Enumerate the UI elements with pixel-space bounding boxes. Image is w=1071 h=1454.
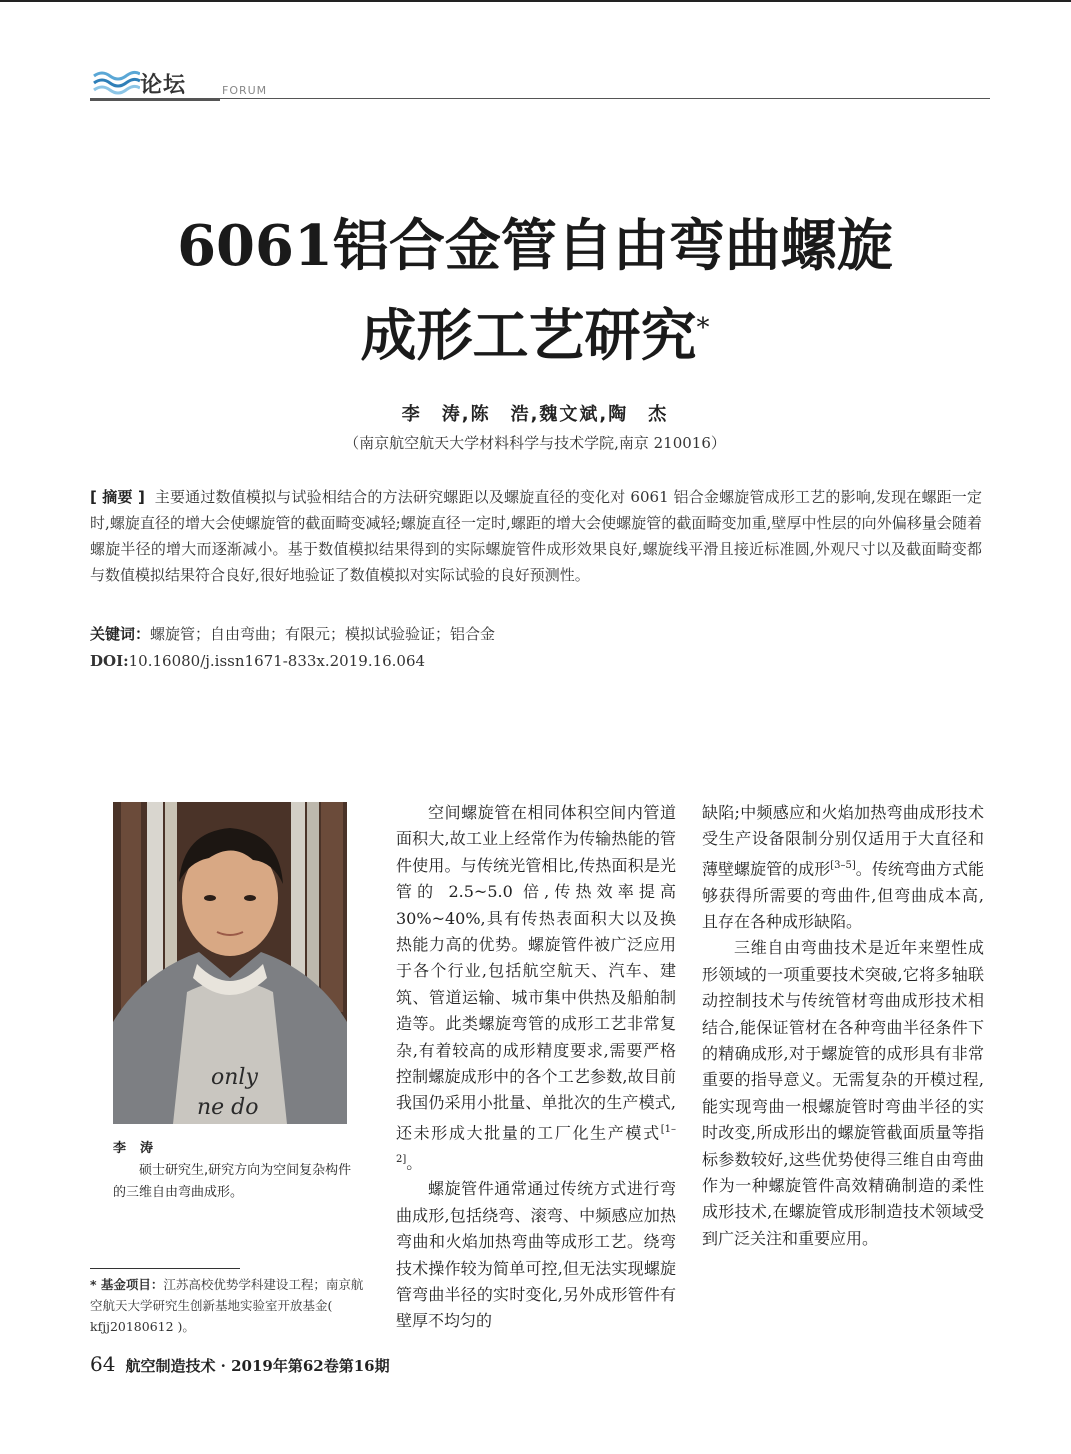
doi — [90, 648, 425, 674]
footnote-text: 江苏高校优势学科建设工程；南京航空航天大学研究生创新基地实验室开放基金( kfjj20180612 )。 — [90, 1277, 364, 1334]
abstract-label: [ 摘要 ] — [90, 488, 145, 506]
journal-issue: 航空制造技术 · 2019年第62卷第16期 — [125, 1357, 390, 1375]
citation: [3–5] — [830, 859, 856, 871]
doi-label: DOI: — [90, 652, 129, 670]
body-paragraph: 螺旋管件通常通过传统方式进行弯曲成形,包括绕弯、滚弯、中频感应加热弯曲和火焰加热弯曲等成形工艺。绕弯技术操作较为简单可控,但无法实现螺旋管弯曲半径的实时变化,另外成形管件有壁厚不均匀的 — [396, 1179, 676, 1331]
keywords — [90, 621, 982, 647]
header-rule — [90, 98, 990, 99]
article-title-line2 — [90, 300, 980, 372]
body-p1-text: 空间螺旋管在相同体积空间内管道面积大,故工业上经常作为传输热能的管件使用。与传统光管相比,传热面积是光管的 2.5~5.0 倍,传热效率提高 30%~40%,具有传热表面积大以及换热能力高的优势。螺旋管件被广泛应用于各个行业,包括航空航天、汽车、建筑、管道运输、城市集中供热及船舶制造等。此类螺旋弯管的成形工艺非常复杂,有着较高的成形精度要求,需要严格控制螺旋成形中的各个工艺参数,故目前我国仍采用小批量、单批次的生产模式,还未形成大批量的工厂化生产模式 — [396, 803, 676, 1143]
article-title-text: 成形工艺研究 — [360, 303, 697, 369]
svg-text:only: only — [211, 1065, 258, 1090]
citation: [1–2] — [396, 1123, 676, 1165]
article-title-line1: 6061铝合金管自由弯曲螺旋 — [177, 213, 893, 279]
body-paragraph — [396, 800, 676, 1176]
body-column-1 — [396, 800, 676, 1335]
affiliation: （南京航空航天大学材料科学与技术学院,南京 210016） — [344, 434, 726, 452]
body-paragraph-continued — [702, 800, 984, 935]
abstract-text: 主要通过数值模拟与试验相结合的方法研究螺距以及螺旋直径的变化对 6061 铝合金螺旋管成形工艺的影响,发现在螺距一定时,螺旋直径的增大会使螺旋管的截面畸变减轻;螺旋直径一定时,螺距的增大会使螺旋管的截面畸变加重,壁厚中性层的向外偏移量会随着螺旋半径的增大而逐渐减小。基于数值模拟结果得到的实际螺旋管件成形效果良好,螺旋线平滑且接近标准圆,外观尺寸以及截面畸变都与数值模拟结果符合良好,很好地验证了数值模拟对实际试验的良好预测性。 — [90, 488, 982, 584]
svg-text:ne do: ne do — [197, 1095, 259, 1120]
funding-mark: * — [696, 313, 710, 343]
author-photo — [113, 802, 347, 1124]
top-rule — [0, 0, 1071, 2]
keywords-label: 关键词： — [90, 625, 151, 643]
author-bio-name: 李涛 — [113, 1141, 168, 1156]
footnote — [90, 1274, 372, 1337]
footnote-label: * 基金项目： — [90, 1277, 164, 1292]
body-paragraph: 三维自由弯曲技术是近年来塑性成形领域的一项重要技术突破,它将多轴联动控制技术与传统管材弯曲成形技术相结合,能保证管材在各种弯曲半径条件下的精确成形,对于螺旋管的成形具有非常重要的指导意义。无需复杂的开模过程,能实现弯曲一根螺旋管时弯曲半径的实时改变,所成形出的螺旋管截面质量等指标参数较好,这些优势使得三维自由弯曲作为一种螺旋管件高效精确制造的柔性成形技术,在螺旋管成形制造技术领域受到广泛关注和重要应用。 — [702, 938, 984, 1248]
author-portrait-image — [113, 802, 347, 1124]
wave-logo-icon — [92, 68, 140, 96]
doi-value: 10.16080/j.issn1671-833x.2019.16.064 — [128, 652, 426, 670]
body-p2-cont2: 。传统弯曲方式能够获得所需要的弯曲件,但弯曲成本高,且存在各种成形缺陷。 — [702, 859, 984, 931]
abstract — [90, 484, 982, 588]
body-column-2 — [702, 800, 984, 1252]
body-p2-cont: 缺陷;中频感应和火焰加热弯曲成形技术受生产设备限制分别仅适用于大直径和薄壁螺旋管的成形 — [702, 803, 984, 879]
section-title-cn: 论坛 — [140, 72, 187, 98]
body-p1-end: 。 — [406, 1152, 423, 1172]
author-list: 李 涛,陈 浩,魏文斌,陶 杰 — [401, 404, 669, 425]
page-footer — [90, 1352, 390, 1376]
section-title-en: FORUM — [222, 84, 268, 97]
footnote-rule — [90, 1268, 240, 1269]
section-header — [90, 62, 990, 102]
keywords-text: 螺旋管；自由弯曲；有限元；模拟试验验证；铝合金 — [150, 625, 496, 643]
page-number: 64 — [90, 1352, 116, 1376]
author-bio-text: 硕士研究生,研究方向为空间复杂构件的三维自由弯曲成形。 — [113, 1163, 352, 1200]
author-bio — [113, 1138, 353, 1204]
